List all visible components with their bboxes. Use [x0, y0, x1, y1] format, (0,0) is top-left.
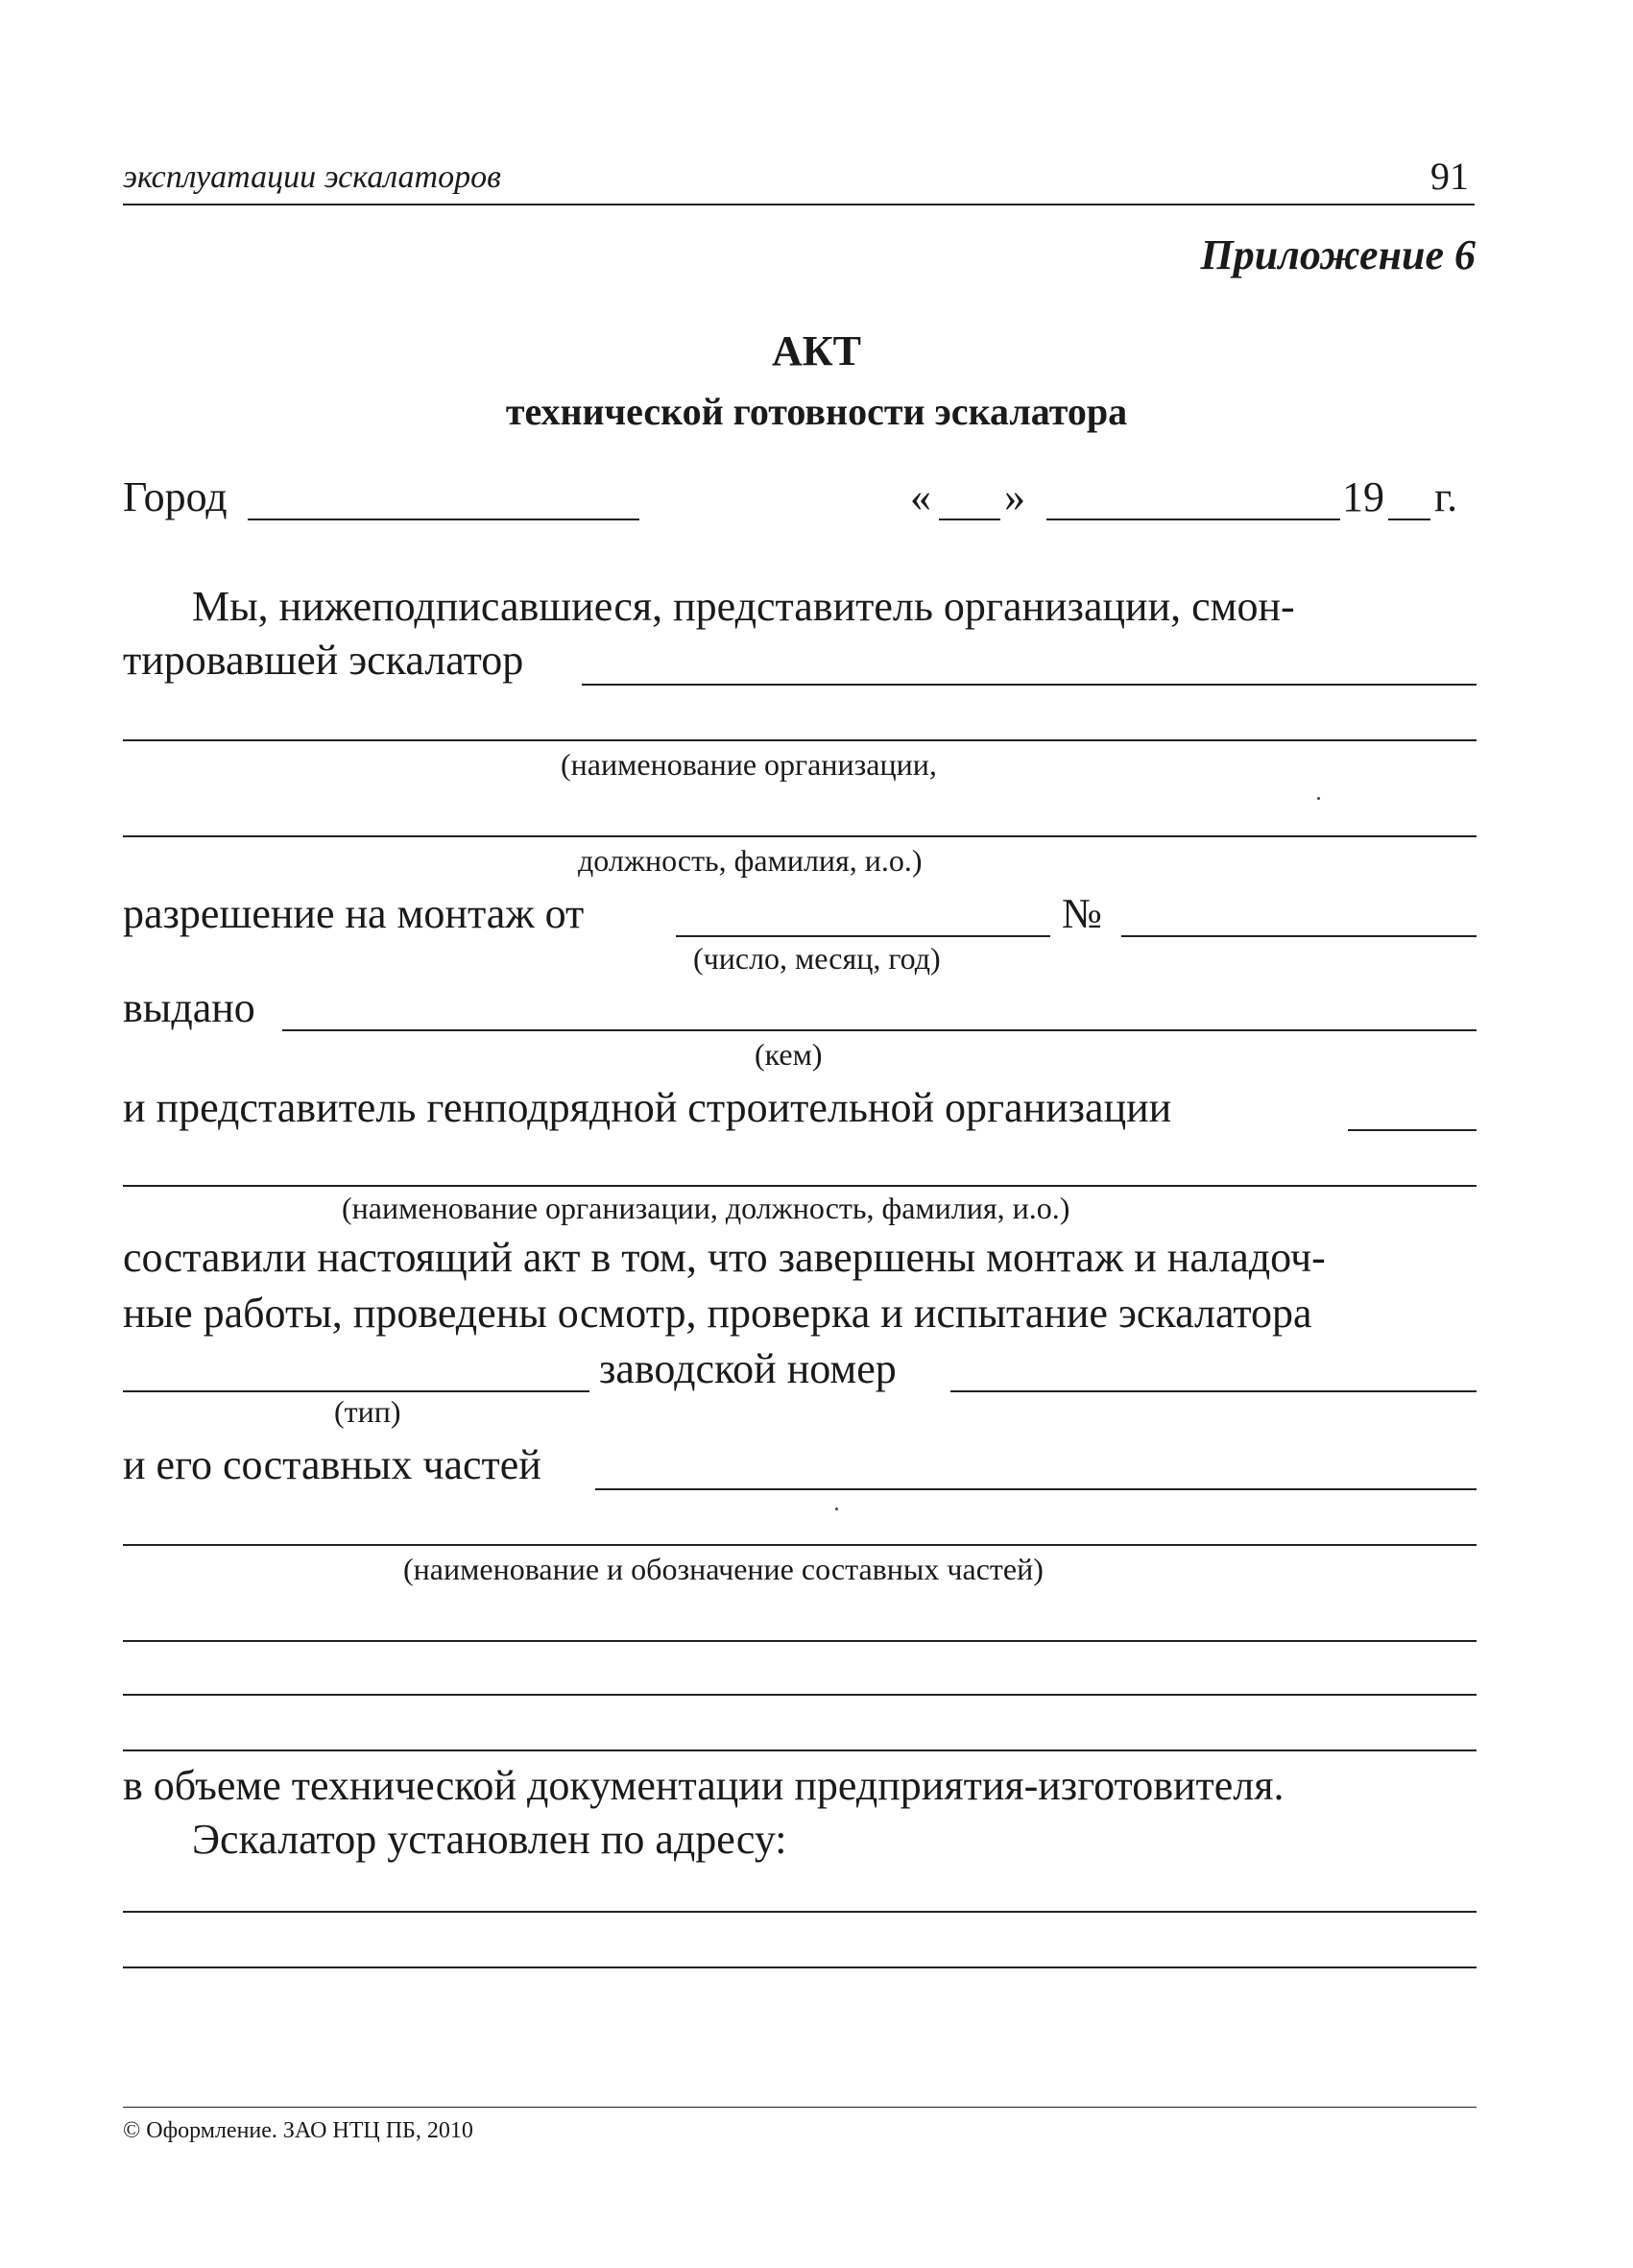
caption-position: должность, фамилия, и.о.) — [578, 843, 923, 878]
month-field[interactable] — [1046, 519, 1340, 520]
contractor-label: и представитель генподрядной строительной организации — [123, 1084, 1172, 1131]
installer-position-field[interactable] — [123, 835, 1477, 837]
header-rule — [123, 204, 1475, 205]
permit-number-field[interactable] — [1121, 935, 1477, 937]
city-label: Город — [123, 473, 228, 520]
document-subtitle: технической готовности эскалатора — [505, 390, 1128, 433]
running-title: эксплуатации эскалаторов — [123, 159, 501, 195]
serial-number-field[interactable] — [950, 1390, 1477, 1392]
parts-field-4[interactable] — [123, 1694, 1477, 1696]
intro-line-1: Мы, нижеподписавшиеся, представитель организации, смон- — [192, 583, 1295, 630]
appendix-label: Приложение 6 — [1200, 231, 1476, 278]
issued-by-field[interactable] — [282, 1029, 1477, 1031]
quote-open: « — [910, 473, 931, 520]
contractor-field[interactable] — [1348, 1129, 1477, 1131]
installer-org-field[interactable] — [123, 739, 1477, 741]
address-field-1[interactable] — [123, 1911, 1477, 1913]
serial-label: заводской номер — [599, 1345, 897, 1392]
day-field[interactable] — [939, 519, 1000, 520]
scan-speck — [1317, 797, 1320, 800]
escalator-type-field[interactable] — [123, 1390, 589, 1392]
caption-parts: (наименование и обозначение составных частей) — [403, 1552, 1044, 1586]
intro-line-2: тировавшей эскалатор — [123, 637, 524, 684]
caption-org: (наименование организации, — [561, 747, 937, 782]
caption-by: (кем) — [755, 1037, 823, 1072]
issued-label: выдано — [123, 984, 255, 1031]
year-prefix: 19 — [1342, 473, 1384, 520]
caption-type: (тип) — [334, 1394, 401, 1429]
year-suffix: г. — [1434, 473, 1458, 520]
city-field[interactable] — [248, 519, 639, 520]
parts-field[interactable] — [595, 1488, 1477, 1490]
parts-field-2[interactable] — [123, 1544, 1477, 1546]
permit-label: разрешение на монтаж от — [123, 890, 585, 937]
caption-date: (число, месяц, год) — [693, 941, 941, 976]
act-line-2: ные работы, проведены осмотр, проверка и испытание эскалатора — [123, 1290, 1312, 1337]
scope-text: в объеме технической документации предприятия-изготовителя. — [123, 1762, 1285, 1809]
number-sign: № — [1062, 890, 1102, 937]
parts-field-5[interactable] — [123, 1749, 1477, 1751]
scan-speck — [835, 1508, 838, 1510]
address-field-2[interactable] — [123, 1966, 1477, 1968]
parts-field-3[interactable] — [123, 1640, 1477, 1642]
act-line-1: составили настоящий акт в том, что завершены монтаж и наладоч- — [123, 1234, 1326, 1281]
installer-field[interactable] — [582, 684, 1477, 686]
quote-close: » — [1004, 473, 1025, 520]
caption-contractor: (наименование организации, должность, фамилия, и.о.) — [342, 1191, 1070, 1225]
document-title: АКТ — [771, 327, 862, 374]
contractor-org-field[interactable] — [123, 1185, 1477, 1187]
parts-label: и его составных частей — [123, 1441, 541, 1488]
permit-date-field[interactable] — [676, 935, 1050, 937]
footer-rule — [123, 2107, 1477, 2108]
year-field[interactable] — [1388, 519, 1430, 520]
page-number: 91 — [1430, 155, 1469, 198]
copyright-notice: © Оформление. ЗАО НТЦ ПБ, 2010 — [123, 2118, 473, 2143]
address-label: Эскалатор установлен по адресу: — [192, 1816, 787, 1863]
